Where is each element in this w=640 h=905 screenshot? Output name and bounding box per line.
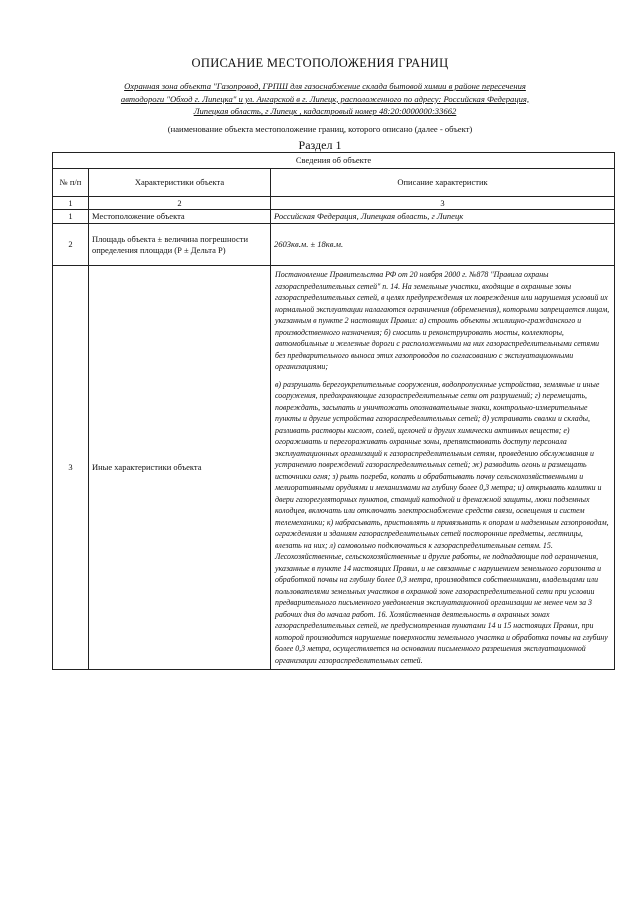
subject-line-3: Липецкая область, г Липецк , кадастровый номер 48:20:0000000:33662 [193, 106, 457, 116]
row-characteristic: Площадь объекта ± величина погрешности определения площади (Р ± Дельта Р) [89, 224, 271, 266]
column-number: 3 [271, 197, 615, 210]
subject-line-1: Охранная зона объекта "Газопровод, ГРПШ для газоснабжение склада бытовой химии в районе пересечения [124, 81, 526, 91]
table-row [53, 210, 615, 224]
column-header-description: Описание характеристик [271, 169, 615, 197]
description-paragraph: Постановление Правительства РФ от 20 ноября 2000 г. №878 "Правила охраны газораспределительных сетей" п. 14. На земельные участки, входящие в охранные зоны газораспределительных сетей, в целях предупреждения их повреждения или нарушения условий их нормальной эксплуатации налагаются ограничения (обременения), которыми запрещается лицам, указанным в пункте 2 настоящих Правил: а) строить объекты жилищно-гражданского и производственного назначения; б) сносить и реконструировать мосты, коллекторы, автомобильные и железные дороги с расположенными на них газораспределительными сетями без предварительного выноса этих газопроводов по согласованию с эксплуатационными организациями; [275, 270, 610, 371]
table-row [53, 224, 615, 266]
object-subject [60, 80, 590, 118]
row-characteristic: Местоположение объекта [89, 210, 271, 224]
row-number: 2 [53, 224, 89, 266]
column-number: 2 [89, 197, 271, 210]
row-description: 2603кв.м. ± 18кв.м. [271, 224, 615, 266]
object-info-table [52, 152, 615, 670]
column-header-num: № п/п [53, 169, 89, 197]
subject-caption: (наименование объекта местоположение границ, которого описано (далее - объект) [167, 124, 473, 134]
table-column-headers [53, 169, 615, 197]
section-heading: Раздел 1 [298, 138, 342, 152]
row-characteristic: Иные характеристики объекта [89, 266, 271, 670]
table-column-numbers [53, 197, 615, 210]
row-description: Российская Федерация, Липецкая область, г Липецк [271, 210, 615, 224]
column-number: 1 [53, 197, 89, 210]
table-header: Сведения об объекте [53, 153, 615, 169]
row-number: 3 [53, 266, 89, 670]
description-paragraph: в) разрушать берегоукрепительные сооружения, водопропускные устройства, земляные и иные сооружения, предохраняющие газораспределительные сети от разрушений; г) перемещать, повреждать, засыпать и уничтожать опознавательные знаки, контрольно-измерительные пункты и другие устройства газораспределительных сетей; д) устраивать свалки и склады, разливать растворы кислот, солей, щелочей и других химически активных веществ; е) огораживать и перегораживать охранные зоны, препятствовать доступу персонала эксплуатационных организаций к газораспределительным сетям, проведению обслуживания и устранению повреждений газораспределительных сетей; ж) разводить огонь и размещать источники огня; з) рыть погреба, копать и обрабатывать почву сельскохозяйственными и мелиоративными орудиями и механизмами на глубину более 0,3 метра; и) открывать калитки и двери газорегуляторных пунктов, станций катодной и дренажной защиты, люки подземных колодцев, включать или отключать электроснабжение средств связи, освещения и систем телемеханики; к) набрасывать, приставлять и привязывать к опорам и надземным газопроводам, ограждениям и зданиям газораспределительных сетей посторонние предметы, лестницы, влезать на них; л) самовольно подключаться к газораспределительным сетям. 15. Лесохозяйственные, сельскохозяйственные и другие работы, не подпадающие под ограничения, указанные в пункте 14 настоящих Правил, и не связанные с нарушением земельного горизонта и обработкой почвы на глубину более 0,3 метра, производятся собственниками, владельцами или пользователями земельных участков в охранной зоне газораспределительной сети при условии предварительного письменного уведомления эксплуатационной организации не менее чем за 3 рабочих дня до начала работ. 16. Хозяйственная деятельность в охранных зонах газораспределительных сетей, не предусмотренная пунктами 14 и 15 настоящих Правил, при которой производится нарушение поверхности земельного участка и обработка почвы на глубину более 0,3 метра, осуществляется на основании письменного разрешения эксплуатационной организации газораспределительных сетей. [275, 379, 609, 665]
table-header-row [53, 153, 615, 169]
row-number: 1 [53, 210, 89, 224]
row-description [271, 266, 615, 670]
subject-line-2: автодороги "Обход г. Липецка" и ул. Ангарской в г. Липецк, расположенного по адресу: Российская Федерация, [120, 93, 530, 104]
document-title: ОПИСАНИЕ МЕСТОПОЛОЖЕНИЯ ГРАНИЦ [191, 56, 449, 70]
table-row [53, 266, 615, 670]
column-header-characteristic: Характеристики объекта [89, 169, 271, 197]
